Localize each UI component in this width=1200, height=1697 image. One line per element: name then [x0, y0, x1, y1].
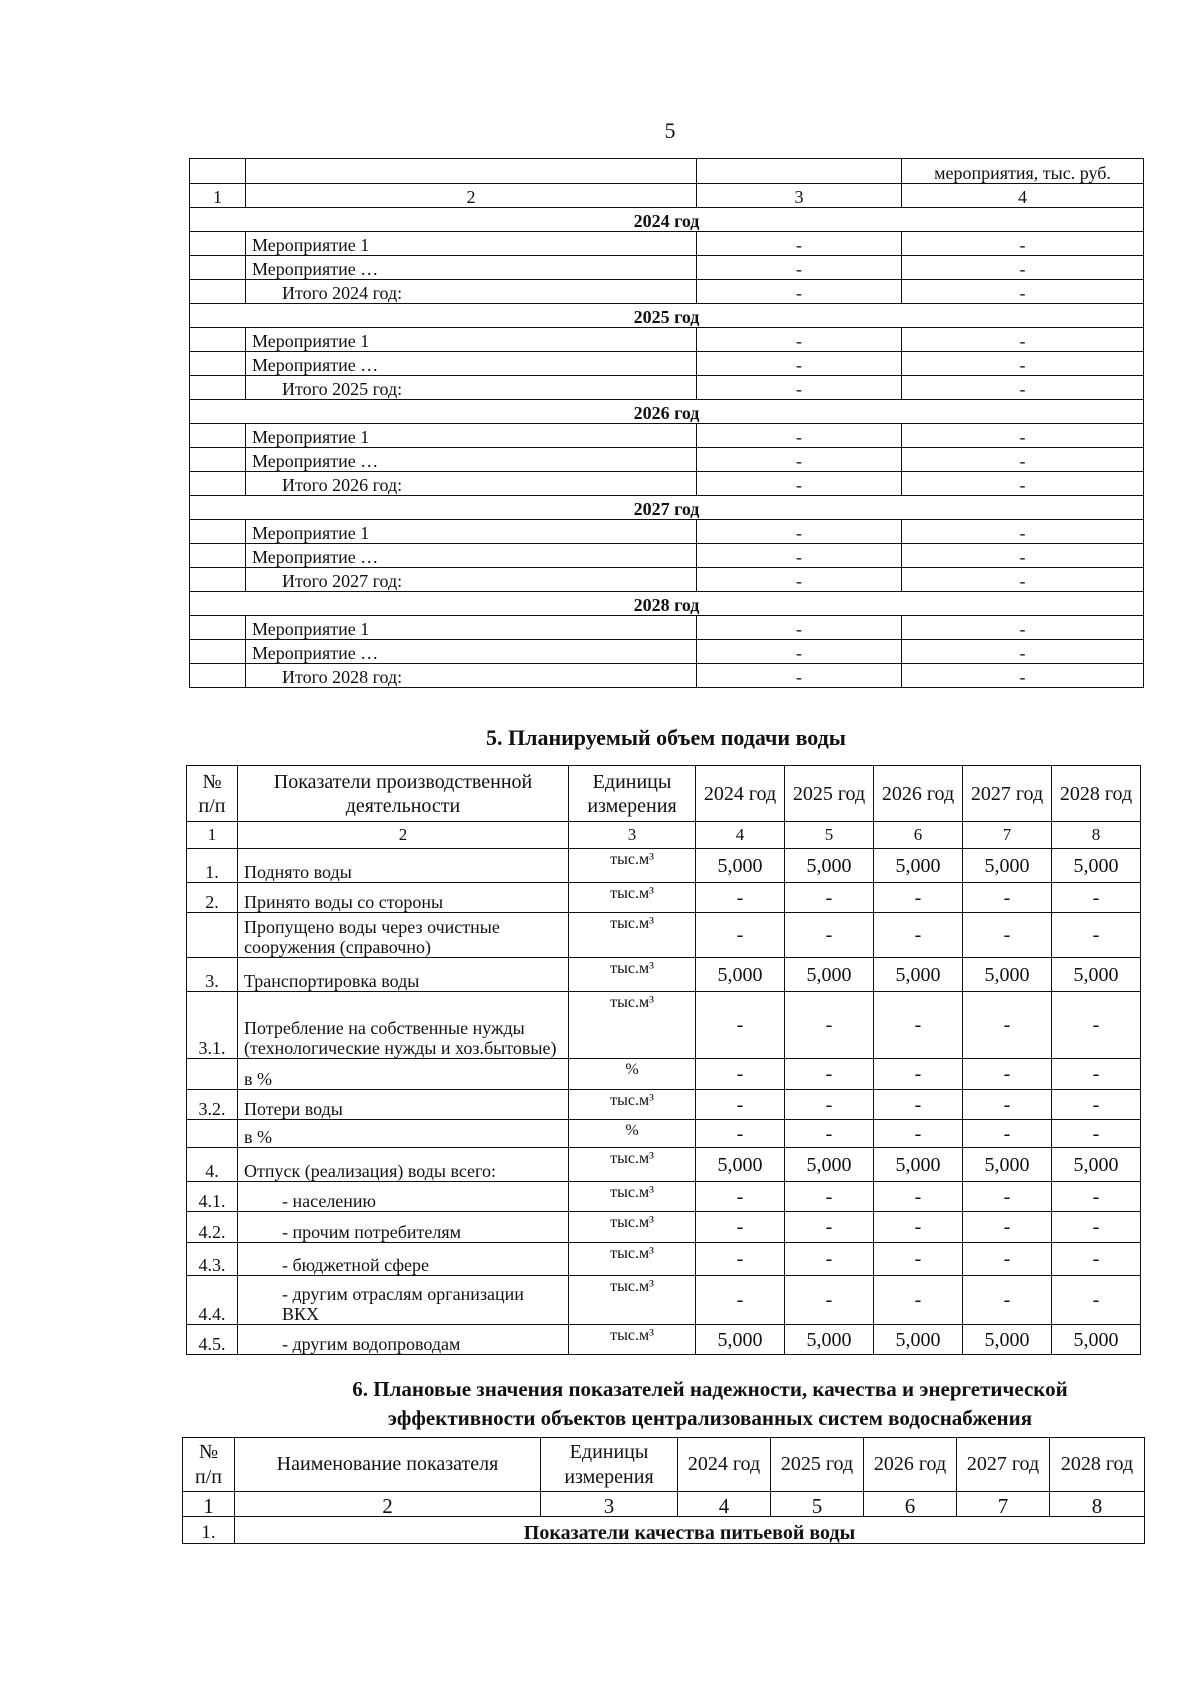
measure-value: - — [697, 328, 902, 352]
year-value: - — [696, 1212, 785, 1243]
year-value: - — [1052, 1120, 1141, 1148]
year-value: - — [874, 913, 963, 958]
header-number-cell: 3 — [569, 822, 696, 849]
year-value: - — [963, 1182, 1052, 1212]
year-row — [190, 304, 1144, 328]
year-value: - — [963, 1059, 1052, 1090]
year-row — [190, 400, 1144, 424]
year-value: - — [696, 1243, 785, 1276]
row-number: 4.5. — [187, 1325, 238, 1355]
total-value: - — [697, 472, 902, 496]
empty-cell — [190, 616, 246, 640]
water-supply-table — [186, 765, 1141, 1355]
measures-table — [189, 158, 1144, 688]
table-header-number-row — [190, 184, 1144, 208]
total-value: - — [697, 280, 902, 304]
year-value: - — [696, 883, 785, 913]
measure-name: Мероприятие 1 — [246, 424, 697, 448]
measure-value: - — [697, 424, 902, 448]
total-cost: - — [902, 376, 1144, 400]
header-number-cell: 8 — [1050, 1492, 1145, 1517]
header-cell: Наименование показателя — [235, 1438, 541, 1492]
year-value: 5,000 — [785, 958, 874, 992]
year-value: - — [696, 1120, 785, 1148]
year-value: 5,000 — [785, 1325, 874, 1355]
indicator-name: Транспортировка воды — [238, 958, 569, 992]
measure-value: - — [697, 352, 902, 376]
indicator-name: - другим водопроводам — [238, 1325, 569, 1355]
indicator-name: Отпуск (реализация) воды всего: — [238, 1148, 569, 1182]
table-header-row — [183, 1438, 1145, 1492]
empty-cell — [190, 256, 246, 280]
year-value: 5,000 — [696, 1325, 785, 1355]
total-cost: - — [902, 568, 1144, 592]
section-6-title — [240, 1375, 1180, 1433]
year-value: - — [1052, 913, 1141, 958]
year-value: - — [1052, 1276, 1141, 1325]
unit-cell: тыс.м³ — [569, 958, 696, 992]
header-cell: 2024 год — [696, 766, 785, 822]
header-number-cell: 1 — [187, 822, 238, 849]
year-value: 5,000 — [874, 849, 963, 883]
total-label: Итого 2027 год: — [246, 568, 697, 592]
row-number: 3.1. — [187, 992, 238, 1059]
header-cell — [246, 159, 697, 184]
total-row — [190, 280, 1144, 304]
year-value: - — [874, 1120, 963, 1148]
empty-cell — [190, 424, 246, 448]
data-row — [187, 849, 1141, 883]
year-value: - — [874, 1243, 963, 1276]
measure-cost: - — [902, 520, 1144, 544]
data-row — [187, 1325, 1141, 1355]
reliability-indicators-table — [182, 1437, 1145, 1544]
row-number: 4.2. — [187, 1212, 238, 1243]
year-value: 5,000 — [1052, 1148, 1141, 1182]
year-value: 5,000 — [963, 1325, 1052, 1355]
year-value: - — [874, 992, 963, 1059]
year-value: - — [963, 1243, 1052, 1276]
year-value: - — [785, 992, 874, 1059]
data-row — [187, 958, 1141, 992]
header-number-cell: 6 — [874, 822, 963, 849]
indicator-name: в % — [238, 1120, 569, 1148]
section-6-title-line2: эффективности объектов централизованных систем водоснабжения — [387, 1406, 1033, 1430]
year-value: - — [874, 1090, 963, 1120]
year-value: - — [696, 992, 785, 1059]
header-cell: 2027 год — [957, 1438, 1050, 1492]
measure-value: - — [697, 640, 902, 664]
indicator-name: - другим отраслям организации ВКХ — [238, 1276, 569, 1325]
empty-cell — [190, 448, 246, 472]
year-value: 5,000 — [785, 849, 874, 883]
empty-cell — [190, 352, 246, 376]
measure-value: - — [697, 520, 902, 544]
year-value: - — [1052, 1243, 1141, 1276]
year-value: 5,000 — [874, 1325, 963, 1355]
year-value: - — [696, 913, 785, 958]
section-row — [183, 1517, 1145, 1544]
header-number-cell: 2 — [235, 1492, 541, 1517]
header-cell: 2024 год — [678, 1438, 771, 1492]
header-number-cell: 6 — [864, 1492, 957, 1517]
indicator-name: Принято воды со стороны — [238, 883, 569, 913]
header-number-cell: 8 — [1052, 822, 1141, 849]
row-number: 3.2. — [187, 1090, 238, 1120]
row-number — [187, 1120, 238, 1148]
unit-cell: тыс.м³ — [569, 992, 696, 1059]
total-value: - — [697, 568, 902, 592]
measure-name: Мероприятие 1 — [246, 616, 697, 640]
header-cell: 2027 год — [963, 766, 1052, 822]
year-value: - — [963, 1120, 1052, 1148]
header-cell: Показатели производственной деятельности — [238, 766, 569, 822]
empty-cell — [190, 640, 246, 664]
empty-cell — [190, 544, 246, 568]
row-number: 4.3. — [187, 1243, 238, 1276]
empty-cell — [190, 280, 246, 304]
unit-cell: % — [569, 1059, 696, 1090]
unit-cell: тыс.м³ — [569, 1243, 696, 1276]
measure-row — [190, 424, 1144, 448]
year-value: - — [1052, 992, 1141, 1059]
header-cell: 2025 год — [785, 766, 874, 822]
data-row — [187, 1059, 1141, 1090]
table-header-row — [187, 766, 1141, 822]
year-value: - — [963, 883, 1052, 913]
unit-cell: тыс.м³ — [569, 1090, 696, 1120]
year-value: 5,000 — [1052, 849, 1141, 883]
header-cell: 2025 год — [771, 1438, 864, 1492]
row-number — [187, 1059, 238, 1090]
measure-cost: - — [902, 640, 1144, 664]
unit-cell: тыс.м³ — [569, 1212, 696, 1243]
total-label: Итого 2028 год: — [246, 664, 697, 688]
year-value: 5,000 — [963, 849, 1052, 883]
measure-cost: - — [902, 352, 1144, 376]
measure-name: Мероприятие 1 — [246, 232, 697, 256]
row-number: 1. — [183, 1517, 235, 1544]
page-number: 5 — [664, 118, 676, 143]
header-cell: Единицы измерения — [569, 766, 696, 822]
data-row — [187, 1212, 1141, 1243]
unit-cell: тыс.м³ — [569, 849, 696, 883]
data-row — [187, 1148, 1141, 1182]
year-value: - — [785, 883, 874, 913]
year-value: - — [874, 1276, 963, 1325]
header-cell — [697, 159, 902, 184]
measure-row — [190, 616, 1144, 640]
year-value: - — [963, 913, 1052, 958]
total-cost: - — [902, 472, 1144, 496]
header-number-cell: 5 — [771, 1492, 864, 1517]
indicator-name: - бюджетной сфере — [238, 1243, 569, 1276]
year-value: - — [1052, 1059, 1141, 1090]
indicator-name: Пропущено воды через очистные сооружения (справочно) — [238, 913, 569, 958]
total-cost: - — [902, 664, 1144, 688]
year-value: - — [1052, 1212, 1141, 1243]
header-number-cell: 1 — [190, 184, 246, 208]
total-row — [190, 664, 1144, 688]
empty-cell — [190, 376, 246, 400]
measure-row — [190, 352, 1144, 376]
year-value: - — [785, 1212, 874, 1243]
year-value: 5,000 — [874, 958, 963, 992]
measure-row — [190, 520, 1144, 544]
year-value: - — [696, 1276, 785, 1325]
empty-cell — [190, 568, 246, 592]
data-row — [187, 883, 1141, 913]
indicator-name: - населению — [238, 1182, 569, 1212]
header-cell: Единицы измерения — [541, 1438, 678, 1492]
year-row — [190, 496, 1144, 520]
indicator-name: - прочим потребителям — [238, 1212, 569, 1243]
row-number: 2. — [187, 883, 238, 913]
unit-cell: тыс.м³ — [569, 883, 696, 913]
unit-cell: тыс.м³ — [569, 1325, 696, 1355]
total-row — [190, 472, 1144, 496]
measure-name: Мероприятие … — [246, 448, 697, 472]
header-cell: мероприятия, тыс. руб. — [902, 159, 1144, 184]
year-row — [190, 208, 1144, 232]
year-heading: 2025 год — [190, 304, 1144, 328]
measure-row — [190, 328, 1144, 352]
year-value: - — [1052, 883, 1141, 913]
data-row — [187, 1243, 1141, 1276]
measure-value: - — [697, 616, 902, 640]
indicator-name: Поднято воды — [238, 849, 569, 883]
empty-cell — [190, 664, 246, 688]
year-value: 5,000 — [696, 1148, 785, 1182]
measure-row — [190, 448, 1144, 472]
header-number-cell: 2 — [246, 184, 697, 208]
header-number-cell: 3 — [697, 184, 902, 208]
year-value: - — [963, 992, 1052, 1059]
measure-cost: - — [902, 256, 1144, 280]
total-row — [190, 376, 1144, 400]
header-cell: № п/п — [183, 1438, 235, 1492]
header-number-cell: 2 — [238, 822, 569, 849]
measure-name: Мероприятие … — [246, 352, 697, 376]
table-header-number-row — [187, 822, 1141, 849]
data-row — [187, 1276, 1141, 1325]
year-value: - — [696, 1090, 785, 1120]
total-label: Итого 2026 год: — [246, 472, 697, 496]
year-value: 5,000 — [963, 958, 1052, 992]
measure-row — [190, 256, 1144, 280]
header-number-cell: 7 — [957, 1492, 1050, 1517]
year-value: - — [785, 1276, 874, 1325]
header-number-cell: 4 — [678, 1492, 771, 1517]
row-number: 4.4. — [187, 1276, 238, 1325]
header-cell: 2028 год — [1050, 1438, 1145, 1492]
header-number-cell: 5 — [785, 822, 874, 849]
section-6-title-line1: 6. Плановые значения показателей надежности, качества и энергетической — [352, 1377, 1068, 1401]
year-value: - — [874, 1212, 963, 1243]
year-value: - — [874, 1182, 963, 1212]
year-value: - — [963, 1212, 1052, 1243]
year-value: 5,000 — [785, 1148, 874, 1182]
measure-cost: - — [902, 232, 1144, 256]
header-number-cell: 1 — [183, 1492, 235, 1517]
measure-name: Мероприятие 1 — [246, 328, 697, 352]
year-value: - — [785, 1090, 874, 1120]
empty-cell — [190, 328, 246, 352]
measure-name: Мероприятие … — [246, 544, 697, 568]
unit-cell: тыс.м³ — [569, 913, 696, 958]
row-number: 4. — [187, 1148, 238, 1182]
year-heading: 2024 год — [190, 208, 1144, 232]
header-cell — [190, 159, 246, 184]
year-value: - — [696, 1059, 785, 1090]
measure-value: - — [697, 448, 902, 472]
indicator-name: Потери воды — [238, 1090, 569, 1120]
data-row — [187, 1090, 1141, 1120]
indicator-name: Потребление на собственные нужды (технологические нужды и хоз.бытовые) — [238, 992, 569, 1059]
header-cell: № п/п — [187, 766, 238, 822]
total-value: - — [697, 664, 902, 688]
row-number: 3. — [187, 958, 238, 992]
year-value: - — [785, 1182, 874, 1212]
measure-cost: - — [902, 616, 1144, 640]
year-value: - — [963, 1276, 1052, 1325]
year-value: - — [963, 1090, 1052, 1120]
year-value: - — [1052, 1182, 1141, 1212]
data-row — [187, 1120, 1141, 1148]
unit-cell: тыс.м³ — [569, 1148, 696, 1182]
section-5-title: 5. Планируемый объем подачи воды — [486, 725, 846, 750]
table-header-number-row — [183, 1492, 1145, 1517]
header-cell: 2026 год — [874, 766, 963, 822]
year-value: 5,000 — [696, 849, 785, 883]
header-number-cell: 4 — [696, 822, 785, 849]
unit-cell: тыс.м³ — [569, 1182, 696, 1212]
header-cell: 2026 год — [864, 1438, 957, 1492]
measure-name: Мероприятие … — [246, 256, 697, 280]
year-value: 5,000 — [1052, 1325, 1141, 1355]
indicator-name: в % — [238, 1059, 569, 1090]
data-row — [187, 913, 1141, 958]
year-value: - — [1052, 1090, 1141, 1120]
measure-row — [190, 232, 1144, 256]
section-heading: Показатели качества питьевой воды — [235, 1517, 1145, 1544]
year-value: 5,000 — [874, 1148, 963, 1182]
measure-cost: - — [902, 328, 1144, 352]
measure-value: - — [697, 256, 902, 280]
year-value: 5,000 — [696, 958, 785, 992]
year-value: - — [785, 913, 874, 958]
row-number — [187, 913, 238, 958]
year-value: - — [785, 1120, 874, 1148]
unit-cell: тыс.м³ — [569, 1276, 696, 1325]
header-number-cell: 4 — [902, 184, 1144, 208]
year-value: 5,000 — [963, 1148, 1052, 1182]
data-row — [187, 992, 1141, 1059]
year-value: - — [874, 1059, 963, 1090]
header-number-cell: 7 — [963, 822, 1052, 849]
year-row — [190, 592, 1144, 616]
measure-name: Мероприятие 1 — [246, 520, 697, 544]
total-cost: - — [902, 280, 1144, 304]
year-value: - — [785, 1243, 874, 1276]
unit-cell: % — [569, 1120, 696, 1148]
total-label: Итого 2024 год: — [246, 280, 697, 304]
total-label: Итого 2025 год: — [246, 376, 697, 400]
measure-cost: - — [902, 424, 1144, 448]
total-value: - — [697, 376, 902, 400]
year-heading: 2027 год — [190, 496, 1144, 520]
measure-row — [190, 640, 1144, 664]
year-heading: 2026 год — [190, 400, 1144, 424]
year-value: - — [696, 1182, 785, 1212]
header-cell: 2028 год — [1052, 766, 1141, 822]
measure-name: Мероприятие … — [246, 640, 697, 664]
measure-cost: - — [902, 544, 1144, 568]
total-row — [190, 568, 1144, 592]
empty-cell — [190, 472, 246, 496]
year-value: 5,000 — [1052, 958, 1141, 992]
table-header-row — [190, 159, 1144, 184]
measure-row — [190, 544, 1144, 568]
header-number-cell: 3 — [541, 1492, 678, 1517]
row-number: 4.1. — [187, 1182, 238, 1212]
measure-cost: - — [902, 448, 1144, 472]
data-row — [187, 1182, 1141, 1212]
measure-value: - — [697, 544, 902, 568]
row-number: 1. — [187, 849, 238, 883]
year-value: - — [785, 1059, 874, 1090]
year-heading: 2028 год — [190, 592, 1144, 616]
empty-cell — [190, 520, 246, 544]
year-value: - — [874, 883, 963, 913]
empty-cell — [190, 232, 246, 256]
measure-value: - — [697, 232, 902, 256]
